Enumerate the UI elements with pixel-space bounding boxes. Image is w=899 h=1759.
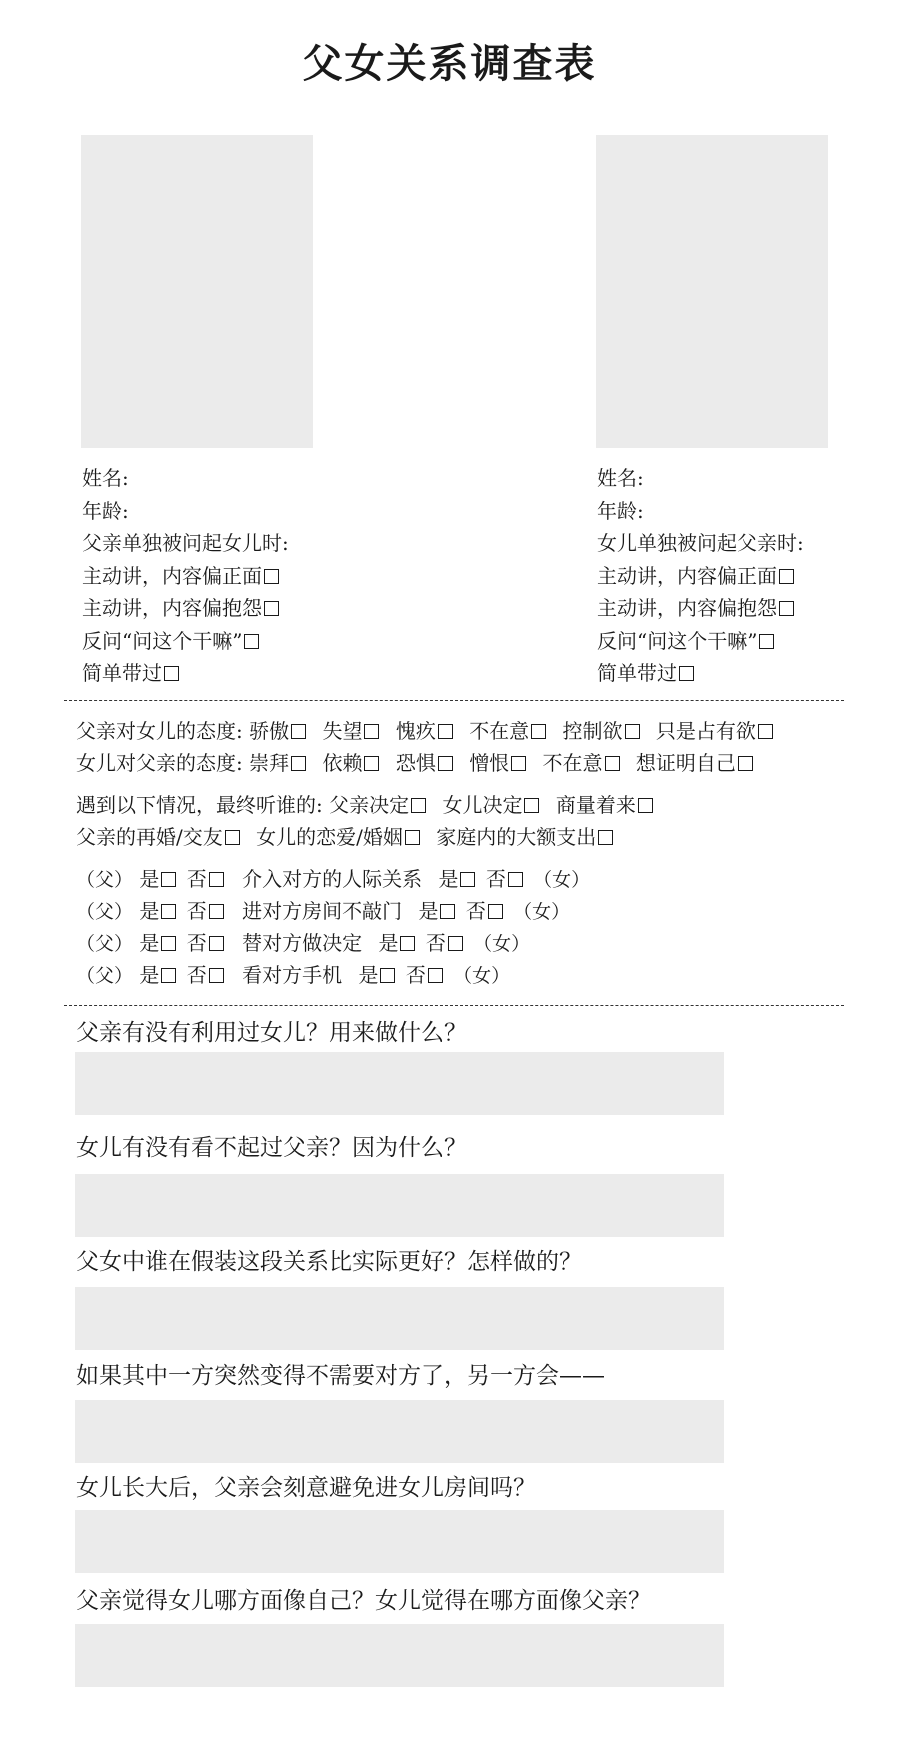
decision-topic-label: 家庭内的大额支出 [436,825,597,849]
attitude-checkbox[interactable] [625,724,640,739]
attitude-checkbox[interactable] [531,724,546,739]
father-info-section [82,462,422,690]
attitude-option-label: 恐惧 [395,751,436,775]
attitude-option-label: 不在意 [542,751,603,775]
question-text: 父亲有没有利用过女儿？用来做什么？ [76,1020,467,1046]
father-option-checkbox[interactable] [164,666,179,681]
daughter-option-checkbox[interactable] [679,666,694,681]
attitude-option-label: 愧疚 [395,719,436,743]
daughter-attitude-label: 女儿对父亲的态度: [76,751,243,775]
daughter-option-checkbox[interactable] [759,634,774,649]
question-text: 如果其中一方突然变得不需要对方了，另一方会—— [76,1363,605,1389]
yes-label: 是 [378,931,399,955]
daughter-age-field[interactable] [597,495,899,528]
father-yes-checkbox[interactable] [161,872,176,887]
answer-box[interactable] [75,1400,724,1463]
father-age-field[interactable] [82,495,422,528]
daughter-yes-checkbox[interactable] [400,936,415,951]
no-label: 否 [465,899,486,923]
daughter-option-label: 主动讲，内容偏抱怨 [597,596,777,620]
father-tag: （父） [76,933,134,955]
decision-topic-label: 女儿的恋爱/婚姻 [256,825,403,849]
attitude-checkbox[interactable] [364,724,379,739]
daughter-yes-checkbox[interactable] [440,904,455,919]
father-yes-checkbox[interactable] [161,936,176,951]
answer-box[interactable] [75,1624,724,1687]
yes-label: 是 [418,899,439,923]
father-attitude-label: 父亲对女儿的态度: [76,719,243,743]
daughter-prompt: 女儿单独被问起父亲时: [597,531,804,555]
father-no-checkbox[interactable] [209,872,224,887]
yes-label: 是 [139,899,160,923]
daughter-tag: （女） [453,965,511,987]
attitude-checkbox[interactable] [364,756,379,771]
father-yes-checkbox[interactable] [161,968,176,983]
answer-box[interactable] [75,1287,724,1350]
boundary-item-label: 看对方手机 [242,963,343,987]
yes-label: 是 [139,867,160,891]
no-label: 否 [405,963,426,987]
boundary-row [76,928,876,959]
dashed-divider [64,1005,844,1006]
daughter-tag: （女） [513,901,571,923]
boundary-item-label: 替对方做决定 [242,931,363,955]
decision-topic-checkbox[interactable] [225,830,240,845]
father-tag: （父） [76,901,134,923]
daughter-option-checkbox[interactable] [779,569,794,584]
daughter-option-checkbox[interactable] [779,601,794,616]
question-text: 女儿长大后，父亲会刻意避免进女儿房间吗？ [76,1475,536,1501]
father-option-checkbox[interactable] [264,569,279,584]
father-name-field[interactable] [82,462,422,495]
attitude-checkbox[interactable] [758,724,773,739]
daughter-age-label: 年龄: [597,498,644,523]
daughter-tag: （女） [473,933,531,955]
daughter-photo-placeholder[interactable] [596,135,828,448]
attitude-option-label: 憎恨 [469,751,510,775]
attitude-option-label: 崇拜 [249,751,290,775]
decision-topic-checkbox[interactable] [598,830,613,845]
decision-topic-checkbox[interactable] [405,830,420,845]
answer-box[interactable] [75,1052,724,1115]
decision-option-label: 商量着来 [555,793,636,817]
decision-row [76,790,876,820]
attitude-checkbox[interactable] [291,756,306,771]
no-label: 否 [485,867,506,891]
attitude-checkbox[interactable] [605,756,620,771]
father-no-checkbox[interactable] [209,936,224,951]
daughter-no-checkbox[interactable] [488,904,503,919]
father-tag: （父） [76,869,134,891]
boundary-row [76,960,876,991]
attitude-option-label: 想证明自己 [635,751,736,775]
attitude-checkbox[interactable] [511,756,526,771]
daughter-no-checkbox[interactable] [448,936,463,951]
question-text: 女儿有没有看不起过父亲？因为什么？ [76,1135,467,1161]
page-title: 父女关系调查表 [302,40,597,87]
no-label: 否 [186,931,207,955]
attitude-checkbox[interactable] [438,756,453,771]
father-no-checkbox[interactable] [209,968,224,983]
decision-option-label: 父亲决定 [329,793,410,817]
decision-checkbox[interactable] [638,798,653,813]
yes-label: 是 [438,867,459,891]
attitude-option-label: 不在意 [469,719,530,743]
attitude-option-label: 只是占有欲 [655,719,756,743]
attitude-option-label: 控制欲 [562,719,623,743]
daughter-no-checkbox[interactable] [508,872,523,887]
no-label: 否 [186,899,207,923]
father-name-label: 姓名: [82,466,129,490]
question-text: 父亲觉得女儿哪方面像自己？女儿觉得在哪方面像父亲？ [76,1588,651,1614]
boundary-row [76,896,876,927]
daughter-info-section [597,462,899,690]
boundary-row [76,864,876,895]
father-option-label: 主动讲，内容偏正面 [82,563,262,588]
father-no-checkbox[interactable] [209,904,224,919]
father-attitude-row [76,716,876,746]
no-label: 否 [425,931,446,955]
decision-option-label: 女儿决定 [442,793,523,817]
father-yes-checkbox[interactable] [161,904,176,919]
daughter-attitude-row [76,748,876,778]
yes-label: 是 [139,963,160,987]
father-option-label: 主动讲，内容偏抱怨 [82,596,262,620]
attitude-option-label: 依赖 [322,751,363,775]
attitude-option-label: 失望 [322,719,363,743]
decision-topic-label: 父亲的再婚/交友 [76,825,223,849]
father-prompt: 父亲单独被问起女儿时: [82,531,289,555]
daughter-no-checkbox[interactable] [428,968,443,983]
dashed-divider [64,700,844,701]
father-age-label: 年龄: [82,498,129,523]
father-photo-placeholder[interactable] [81,135,313,448]
daughter-option-label: 简单带过 [597,661,677,685]
daughter-yes-checkbox[interactable] [460,872,475,887]
answer-box[interactable] [75,1510,724,1573]
father-option-checkbox[interactable] [244,634,259,649]
father-option-label: 简单带过 [82,661,162,685]
attitude-checkbox[interactable] [738,756,753,771]
daughter-name-label: 姓名: [597,466,644,490]
answer-box[interactable] [75,1174,724,1237]
no-label: 否 [186,963,207,987]
father-option-checkbox[interactable] [264,601,279,616]
daughter-tag: （女） [533,869,591,891]
yes-label: 是 [139,931,160,955]
decision-label: 遇到以下情况，最终听谁的: [76,793,323,817]
attitude-option-label: 骄傲 [249,719,290,743]
father-option-label: 反问“问这个干嘛” [82,628,243,653]
daughter-yes-checkbox[interactable] [380,968,395,983]
decision-topics-row [76,822,876,852]
father-tag: （父） [76,965,134,987]
attitude-checkbox[interactable] [438,724,453,739]
question-text: 父女中谁在假装这段关系比实际更好？怎样做的？ [76,1249,582,1275]
boundary-item-label: 介入对方的人际关系 [242,867,423,891]
decision-checkbox[interactable] [524,798,539,813]
yes-label: 是 [358,963,379,987]
daughter-option-label: 主动讲，内容偏正面 [597,563,777,588]
daughter-option-label: 反问“问这个干嘛” [597,628,758,653]
decision-checkbox[interactable] [411,798,426,813]
no-label: 否 [186,867,207,891]
attitude-checkbox[interactable] [291,724,306,739]
daughter-name-field[interactable] [597,462,899,495]
boundary-item-label: 进对方房间不敲门 [242,899,403,923]
